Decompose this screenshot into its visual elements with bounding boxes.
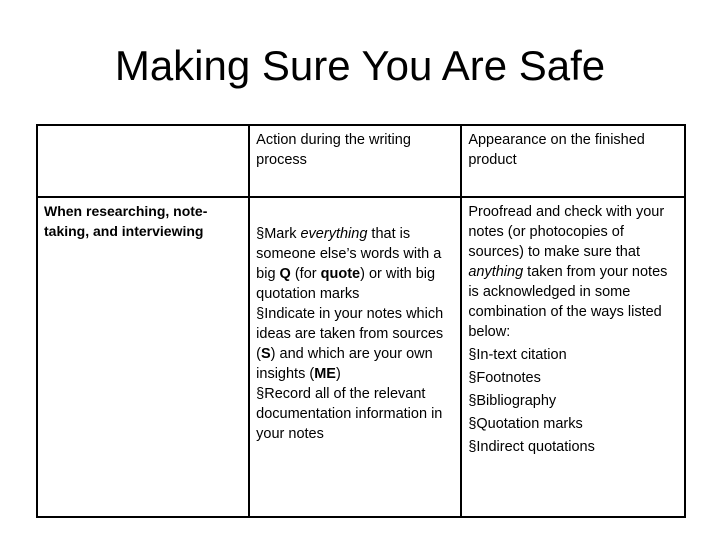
header-appearance-cell bbox=[461, 125, 685, 197]
appearance-list bbox=[468, 345, 678, 457]
slide-title: Making Sure You Are Safe bbox=[114, 42, 606, 89]
appearance-cell bbox=[461, 197, 685, 517]
appearance-list-item: §Footnotes bbox=[468, 370, 541, 386]
appearance-list-item: §Bibliography bbox=[468, 393, 557, 409]
header-action-label: Action during the writing process bbox=[256, 132, 411, 168]
row-label: When researching, note-taking, and interviewing bbox=[44, 203, 208, 239]
appearance-list-item: §Quotation marks bbox=[468, 416, 583, 432]
row-label-cell bbox=[37, 197, 249, 517]
header-appearance-label: Appearance on the finished product bbox=[468, 132, 645, 168]
table-row bbox=[37, 197, 685, 517]
action-bullet-record: §Record all of the relevant documentation information in your notes bbox=[256, 386, 443, 442]
appearance-list-item: §Indirect quotations bbox=[468, 439, 595, 455]
action-bullet-indicate: §Indicate in your notes which ideas are taken from sources (S) and which are your own insights (ME) bbox=[256, 306, 444, 382]
action-bullet-mark: §Mark everything that is someone else’s words with a big Q (for quote) or with big quotation marks bbox=[256, 226, 442, 302]
safety-table bbox=[36, 124, 686, 518]
table-header-row bbox=[37, 125, 685, 197]
header-corner-cell bbox=[37, 125, 249, 197]
action-cell bbox=[249, 197, 461, 517]
appearance-intro: Proofread and check with your notes (or photocopies of sources) to make sure that anything taken from your notes is acknowledged in some combination of the ways listed below: bbox=[468, 204, 668, 340]
appearance-list-item: §In-text citation bbox=[468, 347, 567, 363]
header-action-cell bbox=[249, 125, 461, 197]
